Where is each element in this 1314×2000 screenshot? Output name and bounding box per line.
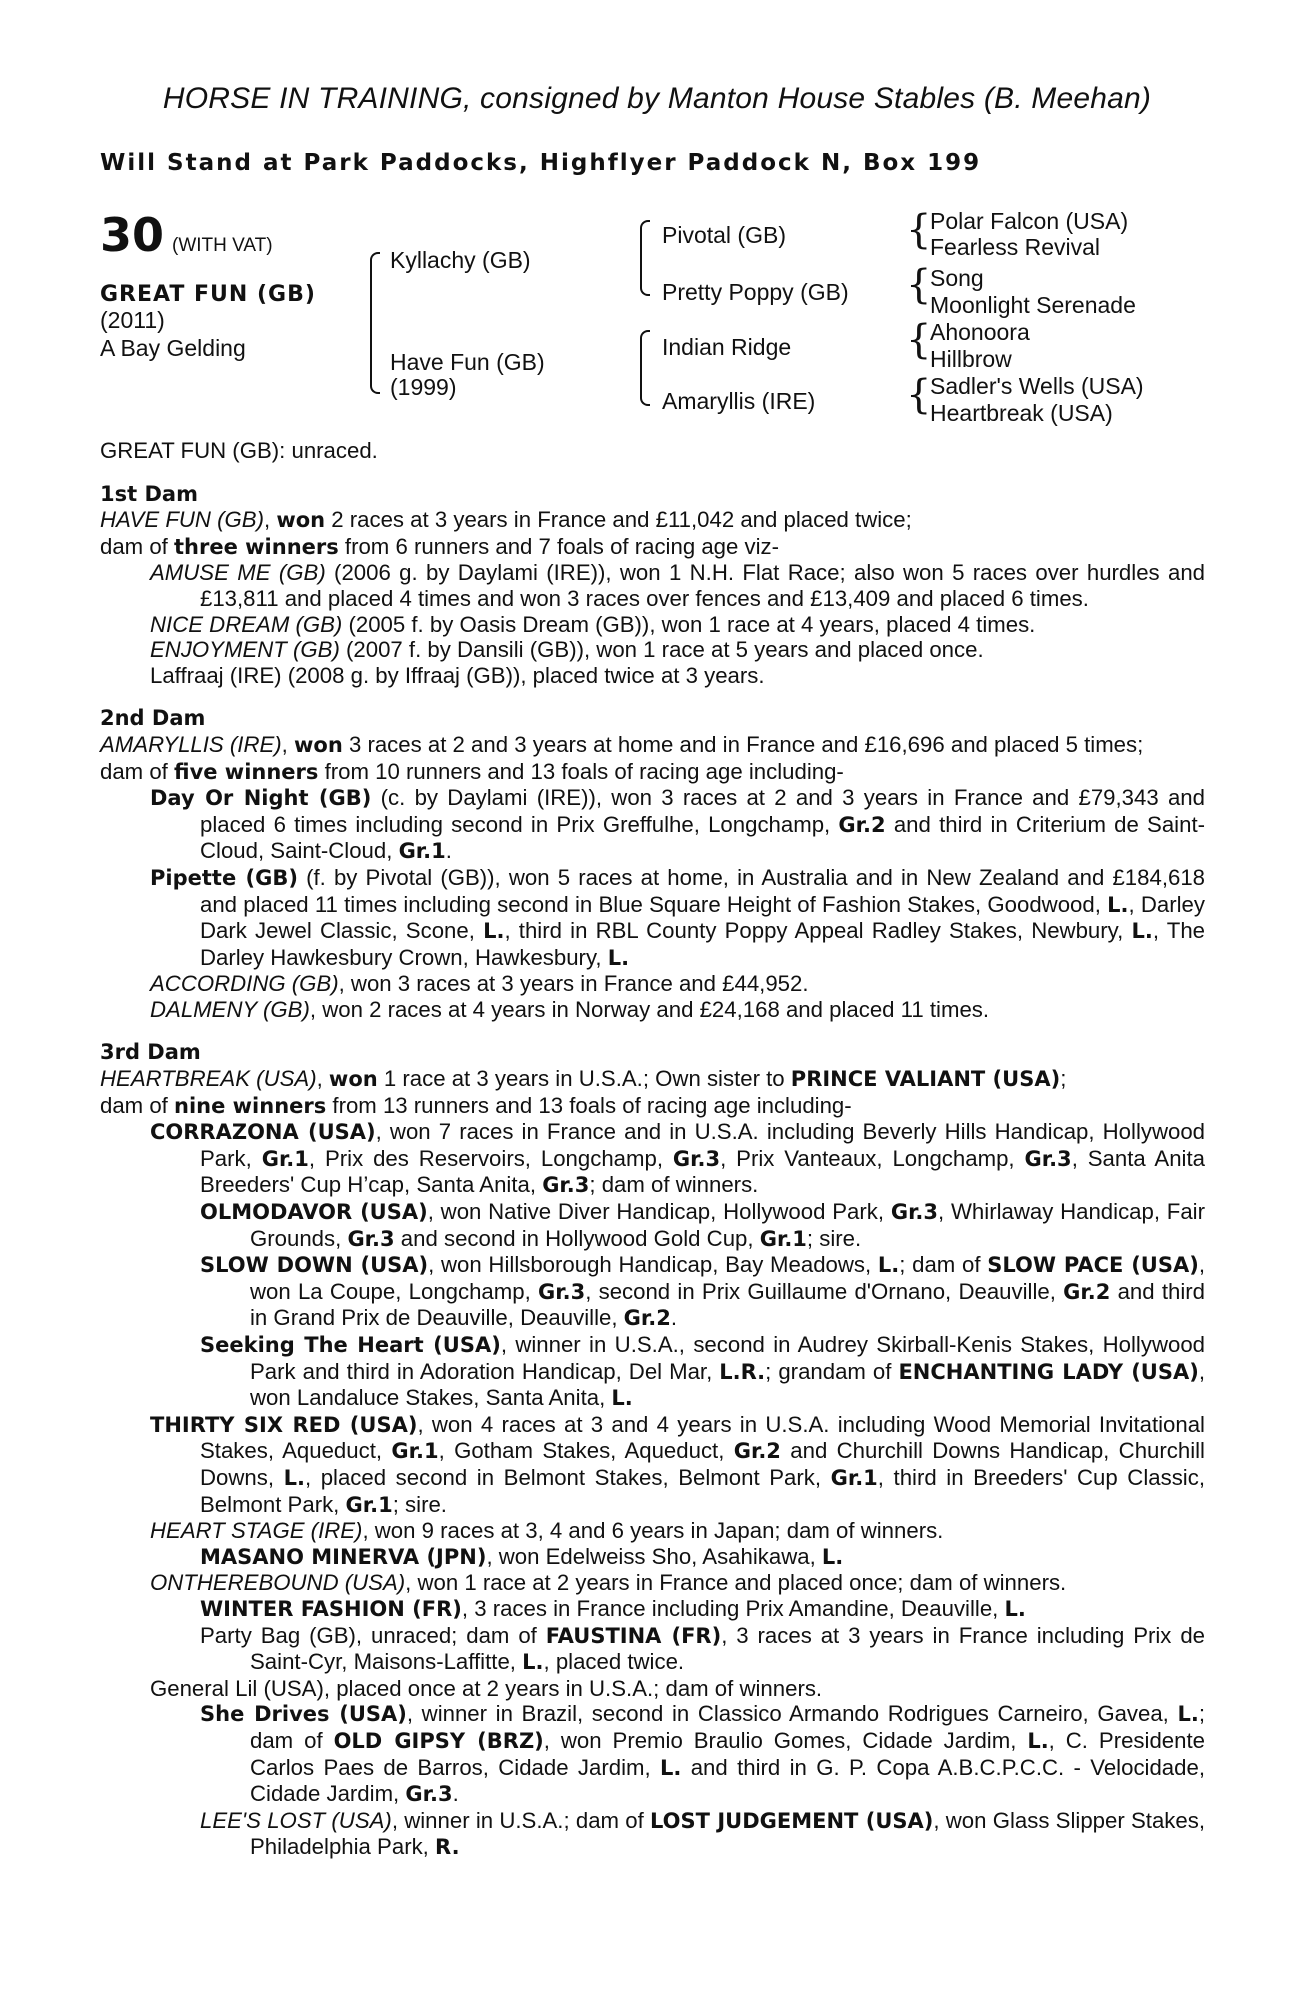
- pedigree-g1: Polar Falcon (USA): [930, 208, 1129, 234]
- race-record-summary: GREAT FUN (GB): unraced.: [100, 438, 378, 463]
- pedigree-dam-sire: Indian Ridge: [662, 334, 792, 360]
- list-item: NICE DREAM (GB) (2005 f. by Oasis Dream (GB)), won 1 race at 4 years, placed 4 times.: [150, 611, 1036, 637]
- second-dam-line: AMARYLLIS (IRE), won 3 races at 2 and 3 years at home and in France and £16,696 and placed 5 times;: [100, 731, 1144, 757]
- list-item: ACCORDING (GB), won 3 races at 3 years in France and £44,952.: [150, 971, 809, 997]
- pedigree-dam-dam: Amaryllis (IRE): [662, 388, 816, 414]
- horse-description: A Bay Gelding: [100, 335, 246, 361]
- list-item: CORRAZONA (USA), won 7 races in France and in U.S.A. including Beverly Hills Handicap, Hollywood Park, Gr.1, Prix des Reservoirs, Longchamp, Gr.3, Prix Vanteaux, Longchamp, Gr.3, Santa Anita Breeders' Cup H’cap, Santa Anita, Gr.3; dam of winners.: [150, 1119, 1206, 1198]
- pedigree-bracket-sire: [640, 220, 650, 296]
- list-item: SLOW DOWN (USA), won Hillsborough Handicap, Bay Meadows, L.; dam of SLOW PACE (USA), won La Coupe, Longchamp, Gr.3, second in Prix Guillaume d'Ornano, Deauville, Gr.2 and third in Grand Prix de Deauville, Deauville, Gr.2.: [200, 1252, 1205, 1331]
- list-item: Laffraaj (IRE) (2008 g. by Iffraaj (GB)), placed twice at 3 years.: [150, 662, 765, 688]
- stand-location: Will Stand at Park Paddocks, Highflyer Paddock N, Box 199: [100, 150, 982, 176]
- pedigree-g7: Sadler's Wells (USA): [930, 373, 1144, 399]
- pedigree-g3: Song: [930, 265, 984, 291]
- pedigree-brace-4: {: [906, 372, 932, 418]
- pedigree-g4: Moonlight Serenade: [930, 292, 1136, 318]
- list-item: MASANO MINERVA (JPN), won Edelweiss Sho, Asahikawa, L.: [200, 1543, 844, 1569]
- list-item: OLMODAVOR (USA), won Native Diver Handicap, Hollywood Park, Gr.3, Whirlaway Handicap, Fair Grounds, Gr.3 and second in Hollywood Gold Cup, Gr.1; sire.: [200, 1199, 1206, 1251]
- race-record-body: [100, 438, 1205, 1861]
- pedigree-sire-sire: Pivotal (GB): [662, 222, 786, 248]
- list-item: Day Or Night (GB) (c. by Daylami (IRE)), won 3 races at 2 and 3 years in France and £79,343 and placed 6 times including second in Prix Greffulhe, Longchamp, Gr.2 and third in Criterium de Saint-Cloud, Saint-Cloud, Gr.1.: [150, 785, 1205, 864]
- pedigree-g5: Ahonoora: [930, 319, 1030, 345]
- first-dam-heading: 1st Dam: [100, 481, 198, 506]
- pedigree-brace-2: {: [906, 262, 932, 308]
- pedigree-brace-1: {: [906, 207, 932, 253]
- list-item: ONTHEREBOUND (USA), won 1 race at 2 years in France and placed once; dam of winners.: [150, 1570, 1067, 1596]
- pedigree-bracket-main: [370, 252, 380, 394]
- list-item: Pipette (GB) (f. by Pivotal (GB)), won 5 races at home, in Australia and in New Zealand and £184,618 and placed 11 times including second in Blue Square Height of Fashion Stakes, Goodwood, L., Darley Dark Jewel Classic, Scone, L., third in RBL County Poppy Appeal Radley Stakes, Newbury, L., The Darley Hawkesbury Crown, Hawkesbury, L.: [150, 864, 1205, 970]
- pedigree-g6: Hillbrow: [930, 346, 1012, 372]
- page-title: HORSE IN TRAINING, consigned by Manton House Stables (B. Meehan): [162, 82, 1152, 115]
- list-item: DALMENY (GB), won 2 races at 4 years in Norway and £24,168 and placed 11 times.: [150, 996, 990, 1022]
- pedigree-g2: Fearless Revival: [930, 234, 1100, 260]
- lot-number: 30: [100, 208, 165, 262]
- third-dam-produce-line: dam of nine winners from 13 runners and 13 foals of racing age including-: [100, 1092, 852, 1118]
- pedigree-sire: Kyllachy (GB): [390, 247, 531, 273]
- list-item: HEART STAGE (IRE), won 9 races at 3, 4 and 6 years in Japan; dam of winners.: [150, 1518, 944, 1544]
- second-dam-produce-line: dam of five winners from 10 runners and 13 foals of racing age including-: [100, 758, 844, 784]
- list-item: Seeking The Heart (USA), winner in U.S.A., second in Audrey Skirball-Kenis Stakes, Hollywood Park and third in Adoration Handicap, Del Mar, L.R.; grandam of ENCHANTING LADY (USA), won Landaluce Stakes, Santa Anita, L.: [200, 1332, 1206, 1411]
- first-dam-produce-line: dam of three winners from 6 runners and 7 foals of racing age viz-: [100, 533, 780, 559]
- third-dam-heading: 3rd Dam: [100, 1040, 201, 1065]
- horse-name: GREAT FUN (GB): [100, 282, 316, 307]
- lot-header: [100, 208, 273, 262]
- list-item: LEE'S LOST (USA), winner in U.S.A.; dam of LOST JUDGEMENT (USA), won Glass Slipper Stakes, Philadelphia Park, R.: [200, 1807, 1205, 1860]
- list-item: AMUSE ME (GB) (2006 g. by Daylami (IRE)), won 1 N.H. Flat Race; also won 5 races over hurdles and £13,811 and placed 4 times and won 3 races over fences and £13,409 and placed 6 times.: [150, 560, 1205, 611]
- first-dam-line: HAVE FUN (GB), won 2 races at 3 years in France and £11,042 and placed twice;: [100, 507, 912, 533]
- pedigree-brace-3: {: [906, 317, 932, 363]
- list-item: ENJOYMENT (GB) (2007 f. by Dansili (GB)), won 1 race at 5 years and placed once.: [150, 637, 984, 663]
- second-dam-heading: 2nd Dam: [100, 706, 206, 731]
- list-item: Party Bag (GB), unraced; dam of FAUSTINA (FR), 3 races at 3 years in France including Prix de Saint-Cyr, Maisons-Laffitte, L., placed twice.: [200, 1622, 1205, 1675]
- list-item: She Drives (USA), winner in Brazil, second in Classico Armando Rodrigues Carneiro, Gavea, L.; dam of OLD GIPSY (BRZ), won Premio Braulio Gomes, Cidade Jardim, L., C. Presidente Carlos Paes de Barros, Cidade Jardim, L. and third in G. P. Copa A.B.C.P.C.C. - Velocidade, Cidade Jardim, Gr.3.: [200, 1701, 1205, 1807]
- list-item: WINTER FASHION (FR), 3 races in France including Prix Amandine, Deauville, L.: [200, 1595, 1026, 1621]
- horse-year: (2011): [100, 307, 165, 333]
- pedigree-dam-year: (1999): [390, 374, 457, 400]
- list-item: THIRTY SIX RED (USA), won 4 races at 3 and 4 years in U.S.A. including Wood Memorial Invitational Stakes, Aqueduct, Gr.1, Gotham Stakes, Aqueduct, Gr.2 and Churchill Downs Handicap, Churchill Downs, L., placed second in Belmont Stakes, Belmont Park, Gr.1, third in Breeders' Cup Classic, Belmont Park, Gr.1; sire.: [150, 1411, 1205, 1517]
- list-item: General Lil (USA), placed once at 2 years in U.S.A.; dam of winners.: [150, 1675, 823, 1701]
- pedigree-dam: Have Fun (GB): [390, 349, 545, 375]
- third-dam-line: HEARTBREAK (USA), won 1 race at 3 years in U.S.A.; Own sister to PRINCE VALIANT (USA);: [100, 1066, 1067, 1092]
- pedigree-sire-dam: Pretty Poppy (GB): [662, 279, 849, 305]
- pedigree-bracket-dam: [640, 330, 650, 406]
- vat-label: (WITH VAT): [172, 235, 273, 256]
- pedigree-g8: Heartbreak (USA): [930, 400, 1113, 426]
